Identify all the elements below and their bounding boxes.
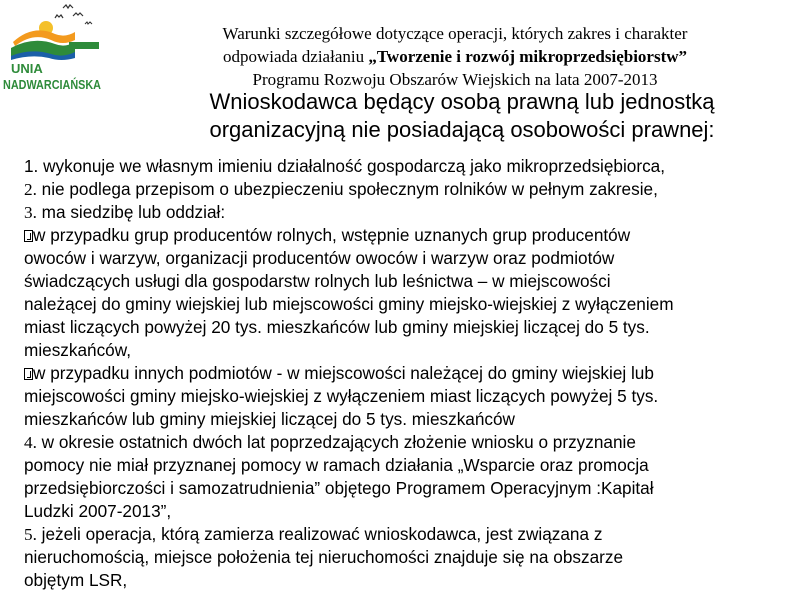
- condition-4-text-1: w okresie ostatnich dwóch lat poprzedzających złożenie wniosku o przyznanie: [36, 432, 636, 452]
- bullet-1-line-3: świadczących usługi dla gospodarstw rolnych lub leśnictwa – w miejscowości: [24, 271, 611, 291]
- condition-4-number: 4.: [24, 433, 37, 452]
- conditions-list: [24, 155, 790, 592]
- bullet-2-line-3: mieszkańców lub gminy miejskiej liczącej do 5 tys. mieszkańców: [24, 409, 515, 429]
- condition-4-line-2: pomocy nie miał przyznanej pomocy w ramach działania „Wsparcie oraz promocja: [24, 455, 649, 475]
- logo-text-line2: NADWARCIAŃSKA: [3, 78, 117, 92]
- header-line-1: Warunki szczegółowe dotyczące operacji, których zakres i charakter: [222, 24, 688, 43]
- document-header: [150, 22, 760, 91]
- condition-2: [24, 178, 790, 201]
- header-line-3: Programu Rozwoju Obszarów Wiejskich na lata 2007-2013: [252, 70, 658, 89]
- condition-1: 1. wykonuje we własnym imieniu działalność gospodarczą jako mikroprzedsiębiorca,: [24, 156, 666, 176]
- checkbox-bullet-icon: [24, 368, 33, 380]
- checkbox-bullet-icon: [24, 230, 33, 242]
- bullet-2-text-1: w przypadku innych podmiotów - w miejscowości należącej do gminy wiejskiej lub: [33, 363, 654, 383]
- logo-graphic: [3, 2, 117, 94]
- bird-icon: [85, 22, 92, 24]
- condition-4-line-1: [24, 431, 790, 454]
- heading-line-1: Wnioskodawca będący osobą prawną lub jednostką: [209, 89, 715, 114]
- header-line-2: [150, 45, 760, 68]
- condition-5-line-1: [24, 523, 790, 546]
- header-line-2-prefix: odpowiada działaniu: [222, 47, 369, 66]
- bullet-2-line-2: miejscowości gminy miejsko-wiejskiej z wyłączeniem miast liczących powyżej 5 tys.: [24, 386, 659, 406]
- condition-5-line-3: objętym LSR,: [24, 570, 128, 590]
- condition-2-text: nie podlega przepisom o ubezpieczeniu społecznym rolników w pełnym zakresie,: [36, 179, 658, 199]
- logo-text-line1: UNIA: [11, 61, 43, 76]
- badge-shape: [69, 42, 99, 49]
- condition-4-line-3: przedsiębiorczości i samozatrudnienia” objętego Programem Operacyjnym :Kapitał: [24, 478, 654, 498]
- bird-icon: [55, 15, 63, 18]
- bullet-1-line-5: miast liczących powyżej 20 tys. mieszkańców lub gminy miejskiej liczącej do 5 tys.: [24, 317, 650, 337]
- bullet-1-line-6: mieszkańców,: [24, 340, 131, 360]
- condition-3-number: 3.: [24, 203, 37, 222]
- condition-5-text-1: jeżeli operacja, którą zamierza realizować wnioskodawca, jest związana z: [36, 524, 603, 544]
- bullet-1-line-1: [24, 224, 790, 247]
- bird-icon: [63, 5, 73, 8]
- condition-5-number: 5.: [24, 525, 37, 544]
- bullet-2-line-1: [24, 362, 790, 385]
- unia-nadwarcianska-logo: [3, 2, 117, 94]
- condition-5-line-2: nieruchomością, miejsce położenia tej nieruchomości znajduje się na obszarze: [24, 547, 624, 567]
- condition-3: [24, 201, 790, 224]
- bullet-1-text-1: w przypadku grup producentów rolnych, wstępnie uznanych grup producentów: [33, 225, 631, 245]
- condition-4-line-4: Ludzki 2007-2013”,: [24, 501, 172, 521]
- bird-icon: [73, 13, 83, 16]
- bullet-1-line-4: należącej do gminy wiejskiej lub miejscowości gminy miejsko-wiejskiej z wyłączeniem: [24, 294, 674, 314]
- condition-3-text: ma siedzibę lub oddział:: [36, 202, 226, 222]
- header-measure-name: „Tworzenie i rozwój mikroprzedsiębiorstw”: [368, 47, 688, 66]
- condition-2-number: 2.: [24, 180, 37, 199]
- section-heading: [152, 88, 772, 144]
- heading-line-2: organizacyjną nie posiadającą osobowości prawnej:: [209, 117, 715, 142]
- bullet-1-line-2: owoców i warzyw, organizacji producentów owoców i warzyw oraz podmiotów: [24, 248, 615, 268]
